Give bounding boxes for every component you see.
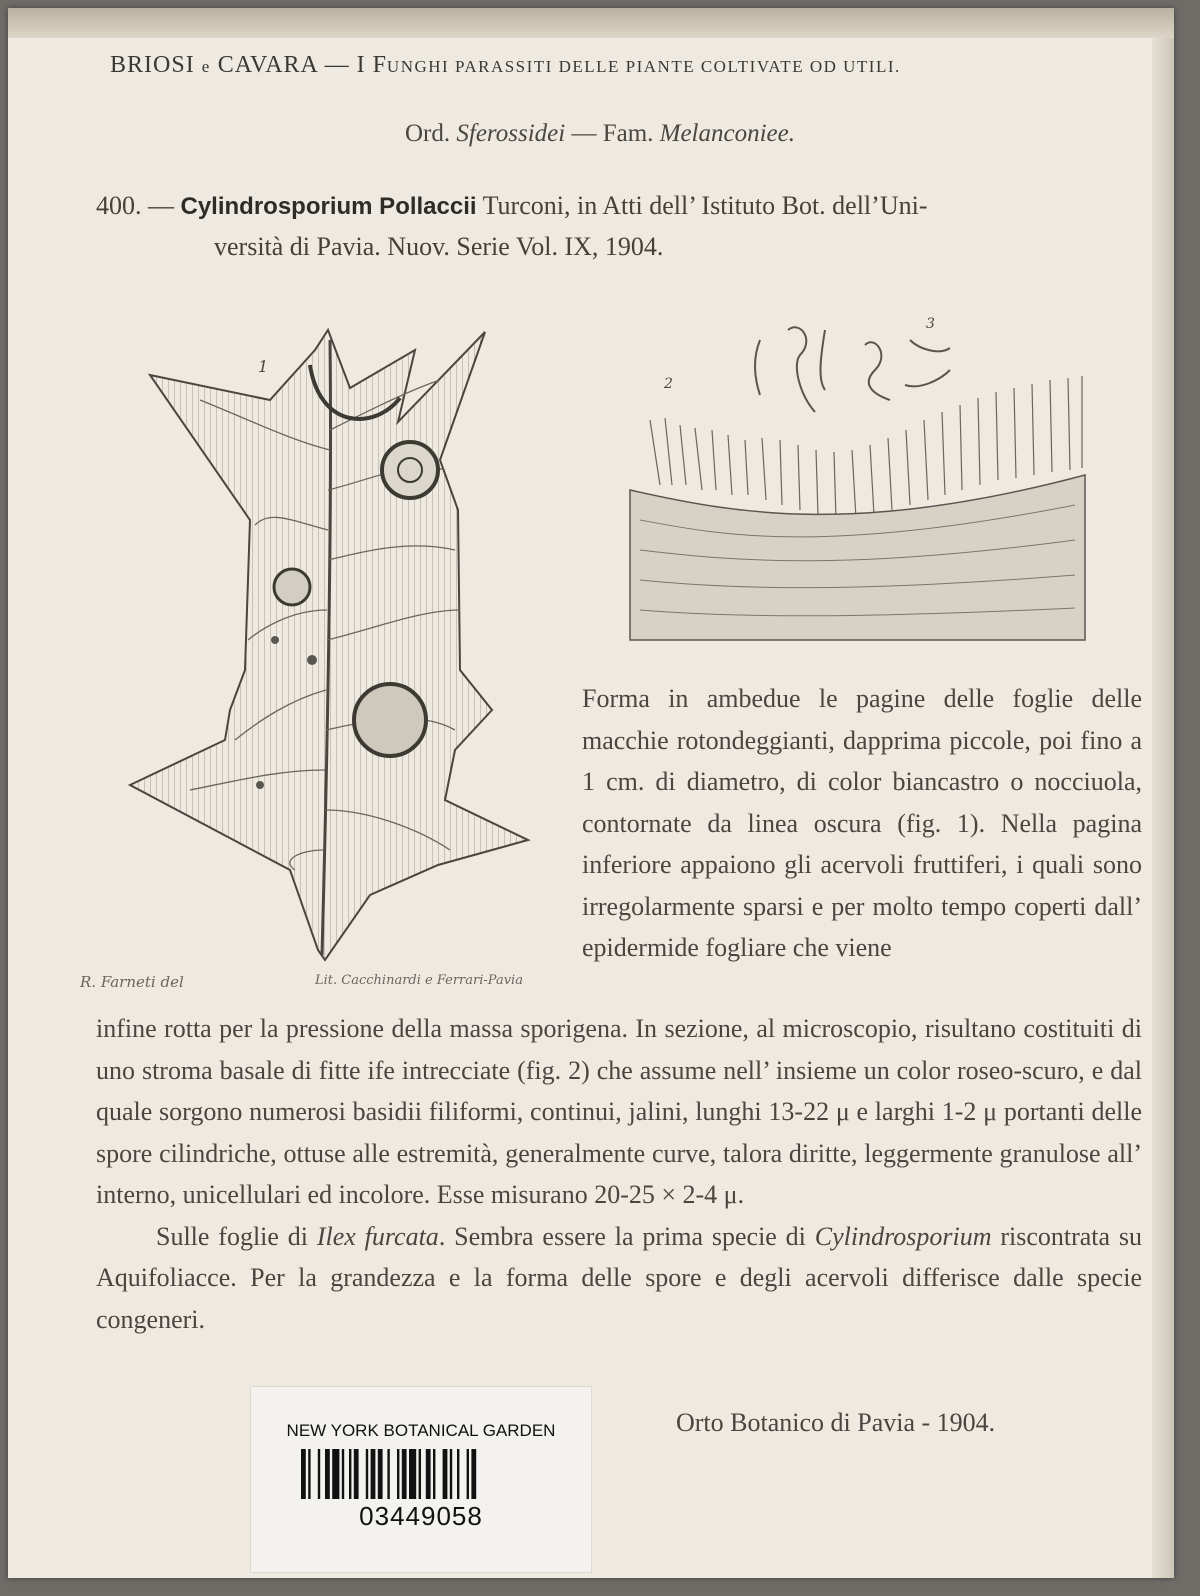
barcode-bar bbox=[457, 1449, 459, 1499]
order-label: Ord. bbox=[405, 120, 451, 147]
figure-label-3: 3 bbox=[926, 316, 935, 332]
family-label: — Fam. bbox=[571, 120, 654, 147]
citation-line-1: Turconi, in Atti dell’ Istituto Bot. dell’Uni- bbox=[476, 191, 928, 220]
barcode-bars bbox=[301, 1449, 541, 1499]
barcode-label bbox=[250, 1386, 592, 1573]
order-name: Sferossidei bbox=[456, 120, 566, 147]
barcode-bar bbox=[443, 1449, 448, 1499]
barcode-bar bbox=[378, 1449, 383, 1499]
description-continuation: infine rotta per la pressione della massa sporigena. In sezione, al microscopio, risultano costituiti di uno stroma basale di fitte ife intrecciate (fig. 2) che assume nell’ insieme un color roseo-scuro, e dal quale sorgono numerosi basidii filiformi, continui, jalini, lunghi 13-22 μ e larghi 1-2 μ portanti delle spore cilindriche, ottuse alle estremità, generalmente curve, talora diritte, leggermente granulose all’ interno, unicellulari ed incolore. Esse misurano 20-25 × 2-4 μ. bbox=[96, 1014, 1142, 1209]
description-full-width bbox=[96, 1008, 1142, 1340]
barcode-bar bbox=[397, 1449, 399, 1499]
barcode-bar bbox=[318, 1449, 320, 1499]
leaf-spot-1 bbox=[382, 442, 438, 498]
citation-line-2: versità di Pavia. Nuov. Serie Vol. IX, 1904. bbox=[214, 232, 664, 261]
header-dash: — bbox=[324, 52, 350, 78]
order-family-line bbox=[0, 120, 1200, 148]
figure-label-2: 2 bbox=[664, 376, 673, 392]
barcode-bar bbox=[349, 1449, 351, 1499]
leaf-illustration bbox=[120, 310, 540, 970]
barcode-bar bbox=[409, 1449, 416, 1499]
header-author-a: BRIOSI bbox=[110, 52, 195, 78]
barcode-bar bbox=[308, 1449, 310, 1499]
barcode-bar bbox=[342, 1449, 344, 1499]
notes-paragraph bbox=[96, 1216, 1142, 1341]
barcode-bar bbox=[402, 1449, 407, 1499]
barcode-bar bbox=[450, 1449, 452, 1499]
barcode-bar bbox=[433, 1449, 435, 1499]
barcode-number: 03449058 bbox=[359, 1501, 483, 1531]
host-plant: Ilex furcata bbox=[316, 1221, 439, 1251]
barcode-bar bbox=[426, 1449, 431, 1499]
notes-mid: . Sembra essere la prima specie di bbox=[438, 1221, 815, 1251]
sheet-top-edge bbox=[8, 8, 1174, 38]
header-author-b: CAVARA bbox=[217, 52, 318, 78]
notes-end: riscontrata su Aquifoliacce. Per la grandezza e la forma delle spore e degli acervoli differisce dalle specie congeneri. bbox=[96, 1221, 1142, 1334]
barcode-bar bbox=[354, 1449, 359, 1499]
artist-credit: R. Farneti del bbox=[80, 973, 184, 991]
header-title-initial: I F bbox=[356, 52, 387, 78]
barcode-institution: NEW YORK BOTANICAL GARDEN bbox=[286, 1421, 556, 1440]
notes-start: Sulle foglie di bbox=[156, 1221, 317, 1251]
figure-label-1: 1 bbox=[258, 357, 269, 376]
barcode-bar bbox=[332, 1449, 339, 1499]
family-name: Melanconiee. bbox=[659, 120, 795, 147]
barcode-bar bbox=[467, 1449, 469, 1499]
sheet-right-edge bbox=[1152, 38, 1174, 1578]
barcode-bar bbox=[419, 1449, 421, 1499]
species-entry bbox=[96, 186, 1146, 267]
barcode-bar bbox=[366, 1449, 368, 1499]
leaf-spot-2 bbox=[274, 569, 310, 605]
page-header bbox=[110, 52, 1120, 79]
barcode-bar bbox=[471, 1449, 476, 1499]
barcode-bar bbox=[325, 1449, 330, 1499]
genus-name: Cylindrosporium bbox=[814, 1221, 992, 1251]
collection-location: Orto Botanico di Pavia - 1904. bbox=[676, 1408, 996, 1437]
barcode-bar bbox=[387, 1449, 389, 1499]
barcode-bar bbox=[371, 1449, 376, 1499]
spores-drawing bbox=[755, 327, 950, 412]
lithographer-credit: Lit. Cacchinardi e Ferrari-Pavia bbox=[315, 973, 523, 988]
species-name: Cylindrosporium Pollaccii bbox=[180, 193, 477, 220]
header-title-rest: UNGHI PARASSITI DELLE PIANTE COLTIVATE OD UTILI. bbox=[386, 57, 901, 76]
description-right-column: Forma in ambedue le pagine delle foglie delle macchie rotondeggianti, dapprima piccole, poi fino a 1 cm. di diametro, di color biancastro o nocciuola, contornate da linea oscura (fig. 1). Nella pagina inferiore appaiono gli acervoli fruttiferi, i quali sono irregolarmente sparsi e per molto tempo coperti dall’ epidermide fogliare che viene bbox=[582, 684, 1142, 962]
header-conjunction: e bbox=[201, 57, 211, 76]
barcode-bar bbox=[301, 1449, 306, 1499]
entry-number: 400. — bbox=[96, 191, 174, 220]
leaf-spot-3 bbox=[354, 684, 426, 756]
section-illustration bbox=[620, 300, 1090, 660]
